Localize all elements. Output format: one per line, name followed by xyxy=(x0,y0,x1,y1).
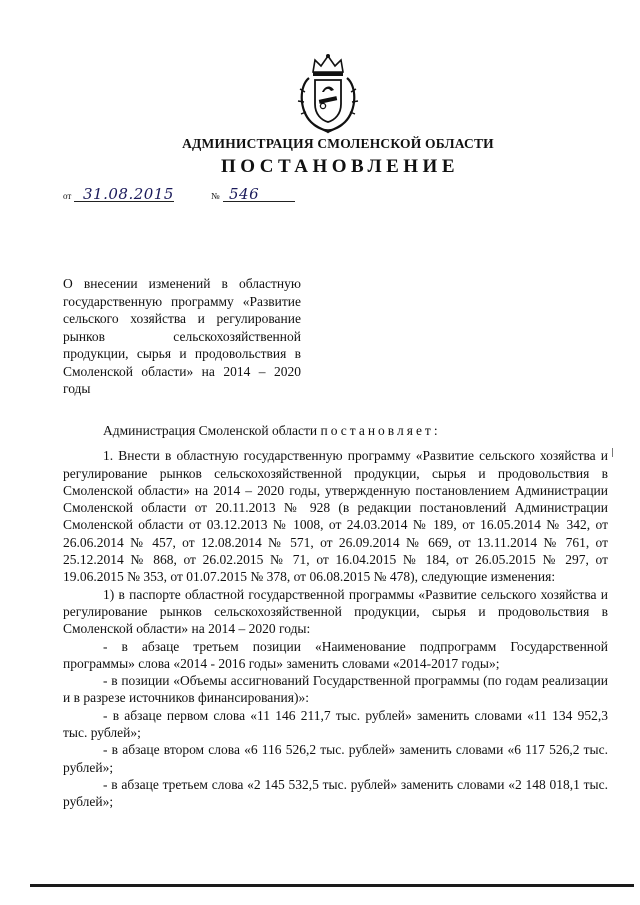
smolensk-coat-of-arms-icon xyxy=(295,52,361,134)
body-paragraph: 1) в паспорте областной государственной программы «Развитие сельского хозяйства и регулирование рынков сельскохозяйственной продукции, сырья и продовольствия в Смоленской области» на 2014 – 2020 годы: xyxy=(63,586,608,637)
preamble-text: Администрация Смоленской области xyxy=(103,423,321,438)
document-subject: О внесении изменений в областную государственную программу «Развитие сельского хозяйства и регулирование рынков сельскохозяйственной продукции, сырья и продовольствия в Смоленской области» на 2014 – 2020 годы xyxy=(63,276,301,396)
document-type: ПОСТАНОВЛЕНИЕ xyxy=(220,156,460,177)
date-handwritten: 31.08.2015 xyxy=(83,185,174,203)
number-label: № xyxy=(211,191,220,201)
date-label: от xyxy=(63,191,72,201)
preamble xyxy=(63,422,608,439)
body-paragraph: - в абзаце третьем позиции «Наименование подпрограмм Государственной программы» слова «2014 - 2016 годы» заменить словами «2014-2017 годы»; xyxy=(63,638,608,671)
date-number-line xyxy=(63,184,303,208)
body-paragraph: - в позиции «Объемы ассигнований Государственной программы (по годам реализации и в разрезе источников финансирования)»: xyxy=(63,673,608,706)
page-bottom-rule xyxy=(30,884,634,887)
body-paragraph: - в абзаце первом слова «11 146 211,7 тыс. рублей» заменить словами «11 134 952,3 тыс. рублей»; xyxy=(63,707,608,741)
document-body xyxy=(63,422,608,811)
number-handwritten: 546 xyxy=(229,185,260,203)
body-paragraph: - в абзаце третьем слова «2 145 532,5 тыс. рублей» заменить словами «2 148 018,1 тыс. рублей»; xyxy=(63,776,608,810)
preamble-spaced-verb: постановляет: xyxy=(320,423,441,438)
margin-mark xyxy=(612,448,613,457)
agency-name: АДМИНИСТРАЦИЯ СМОЛЕНСКОЙ ОБЛАСТИ xyxy=(182,136,494,151)
body-paragraph: 1. Внести в областную государственную программу «Развитие сельского хозяйства и регулирование рынков сельскохозяйственной продукции, сырья и продовольствия в Смоленской области» на 2014 – 2020 годы, утвержденную постановлением Администрации Смоленской области от 20.11.2013 № 928 (в редакции постановлений Администрации Смоленской области от 03.12.2013 № 1008, от 24.03.2014 № 189, от 16.05.2014 № 342, от 26.06.2014 № 457, от 12.08.2014 № 571, от 26.09.2014 № 669, от 13.11.2014 № 761, от 25.12.2014 № 868, от 26.02.2015 № 71, от 16.04.2015 № 184, от 26.05.2015 № 297, от 19.06.2015 № 353, от 01.07.2015 № 378, от 06.08.2015 № 478), следующие изменения: xyxy=(63,448,608,585)
body-paragraph: - в абзаце втором слова «6 116 526,2 тыс. рублей» заменить словами «6 117 526,2 тыс. рублей»; xyxy=(63,742,608,775)
